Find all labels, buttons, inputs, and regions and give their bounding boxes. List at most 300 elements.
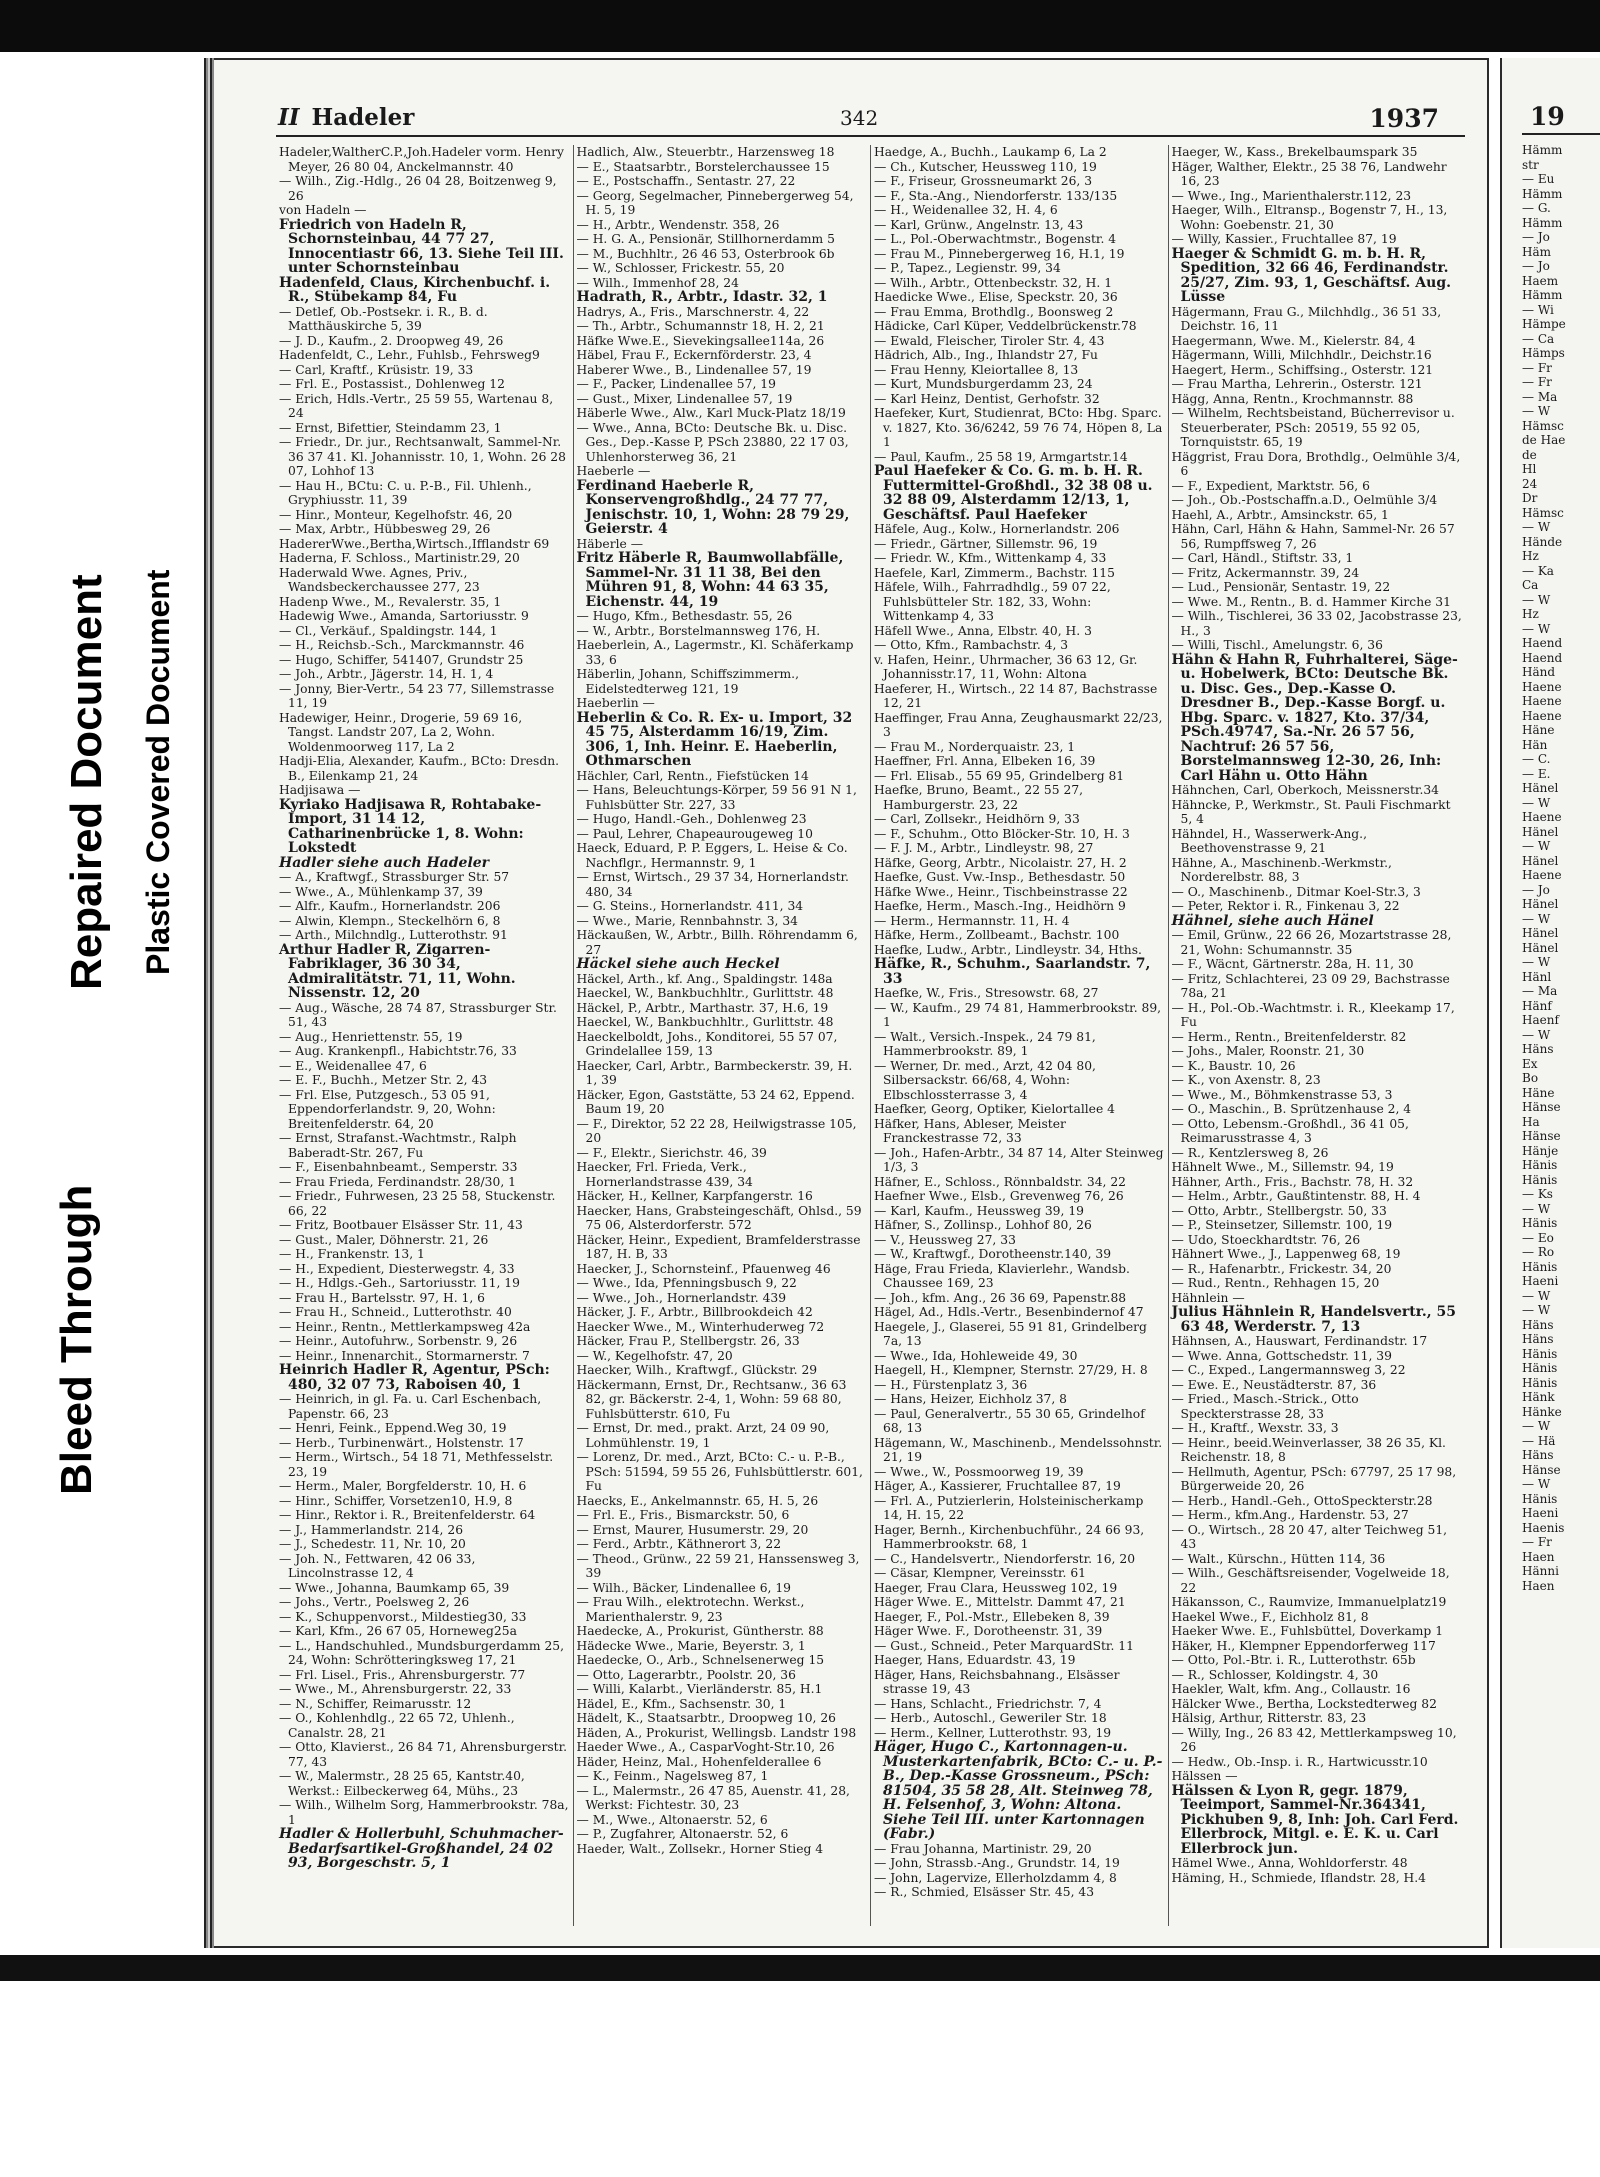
directory-entry: — H., Frankenstr. 13, 1 (279, 1247, 425, 1261)
adjacent-page-fragment: — Ka (1522, 563, 1554, 578)
adjacent-page-fragment: Hänl (1522, 969, 1552, 984)
directory-entry: — Otto, Pol.-Btr. i. R., Lutterothstr. 65b (1171, 1653, 1416, 1667)
directory-entry: Häckel, Arth., kf. Ang., Spaldingstr. 148a (576, 971, 833, 986)
directory-entry: — Willi, Kalarbt., Vierländerstr. 85, H.1 (576, 1682, 823, 1696)
adjacent-page-fragment: Hänse (1522, 1100, 1561, 1114)
adjacent-page-fragment: Hämm (1522, 186, 1563, 201)
directory-entry: — Joh., Ob.-Postschaffn.a.D., Oelmühle 3/4 (1171, 493, 1438, 507)
directory-entry: — Frl. Elisab., 55 69 95, Grindelberg 81 (874, 768, 1125, 783)
directory-entry: — Wwe. M., Rentn., B. d. Hammer Kirche 31 (1171, 594, 1451, 609)
page-binding-edge (204, 58, 214, 1948)
adjacent-page-fragment: Haene (1522, 708, 1562, 723)
adjacent-page-fragment: Häns (1522, 1332, 1554, 1346)
directory-entry: Häbel, Frau F., Eckernförderstr. 23, 4 (576, 348, 812, 362)
directory-entry: — Wwe., Marie, Rennbahnstr. 3, 34 (576, 913, 799, 928)
directory-page (204, 58, 1489, 1948)
directory-entry: — Willy, Kassier., Fruchtallee 87, 19 (1171, 232, 1397, 246)
directory-entry: — R., Kentzlersweg 8, 26 (1171, 1145, 1329, 1160)
directory-entry: — Peter, Rektor i. R., Finkenau 3, 22 (1171, 899, 1400, 913)
directory-entry: — A., Kraftwgf., Strassburger Str. 57 (279, 870, 510, 884)
adjacent-page-fragment: Händ (1522, 665, 1556, 679)
directory-entry: — Wilh., Bäcker, Lindenallee 6, 19 (576, 1580, 792, 1595)
directory-entry: — F., Wäcnt, Gärtnerstr. 28a, H. 11, 30 (1171, 957, 1414, 971)
directory-entry: Haefke, Ludw., Arbtr., Lindleystr. 34, Hths. (874, 942, 1142, 957)
directory-entry: — Rud., Rentn., Rehhagen 15, 20 (1171, 1276, 1380, 1290)
adjacent-page-fragment: — W (1522, 520, 1551, 534)
directory-entry: — O., Maschin., B. Sprützenhause 2, 4 (1171, 1102, 1412, 1116)
directory-entry: — Fritz, Schlachterei, 23 09 29, Bachstrasse 78a, 21 (1171, 971, 1450, 1000)
directory-entry: — Wwe., Ida, Pfenningsbusch 9, 22 (576, 1276, 797, 1290)
directory-entry: Heberlin & Co. R. Ex- u. Import, 32 45 75, Alsterdamm 16/19, Zim. 306, 1, Inh. Heinr. E. Haeberlin, Othmarschen (576, 709, 853, 769)
directory-entry: — W., Kraftwgf., Dorotheenstr.140, 39 (874, 1247, 1112, 1261)
directory-entry: — F., Elektr., Sierichstr. 46, 39 (576, 1145, 767, 1160)
adjacent-page-fragment: Haem (1522, 273, 1559, 288)
adjacent-page-fragment: Häns (1522, 1317, 1554, 1332)
directory-entry: Hadler siehe auch Hadeler (279, 854, 490, 871)
directory-entry: — Ewald, Fleischer, Tiroler Str. 4, 43 (874, 333, 1105, 348)
directory-entry: Haedecke, O., Arb., Schnelsenerweg 15 (576, 1653, 825, 1667)
directory-entry: — Paul, Lehrer, Chapeaurougeweg 10 (576, 826, 813, 841)
directory-entry: — Wwe., M., Ahrensburgerstr. 22, 33 (279, 1682, 512, 1696)
adjacent-page-fragment: — W (1522, 1201, 1551, 1216)
directory-entry: — Ewe. E., Neustädterstr. 87, 36 (1171, 1377, 1377, 1392)
directory-entry: Hadrath, R., Arbtr., Idastr. 32, 1 (576, 289, 828, 305)
directory-entry: — H., Kraftf., Wexstr. 33, 3 (1171, 1421, 1339, 1435)
directory-entry: Haegell, H., Klempner, Sternstr. 27/29, H. 8 (874, 1363, 1148, 1377)
adjacent-page-fragment: Hämm (1522, 288, 1563, 302)
directory-entry: — Frau M., Norderquaistr. 23, 1 (874, 739, 1076, 754)
adjacent-page-fragment: Hänis (1522, 1172, 1558, 1187)
directory-entry: — Herm., Wirtsch., 54 18 71, Methfesselstr. 23, 19 (279, 1450, 554, 1479)
adjacent-page-fragment: Haen (1522, 1578, 1555, 1593)
adjacent-page-fragment: — W (1522, 795, 1551, 810)
directory-entry: Häge, Frau Frieda, Klavierlehr., Wandsb. Chaussee 169, 23 (874, 1261, 1130, 1290)
adjacent-page-fragment: Ex (1522, 1056, 1538, 1071)
directory-entry: — Karl Heinz, Dentist, Gerhofstr. 32 (874, 391, 1100, 406)
adjacent-page-fragment: Hänis (1522, 1346, 1558, 1361)
directory-entry: — Wwe., Johanna, Baumkamp 65, 39 (279, 1580, 510, 1595)
directory-entry: — Paul, Kaufm., 25 58 19, Armgartstr.14 (874, 449, 1128, 464)
directory-entry: — Jonny, Bier-Vertr., 54 23 77, Sillemstrasse 11, 19 (279, 681, 555, 710)
directory-entry: Haehl, A., Arbtr., Amsinckstr. 65, 1 (1171, 507, 1389, 522)
adjacent-page-fragment: Hämm (1522, 143, 1563, 157)
directory-entry: — Wwe., Ing., Marienthalerstr.112, 23 (1171, 188, 1412, 203)
adjacent-page-fragment: — Eu (1522, 172, 1555, 186)
directory-entry: Hadji-Elia, Alexander, Kaufm., BCto: Dresdn. B., Eilenkamp 21, 24 (279, 754, 560, 783)
directory-entry: Haeger, Frau Clara, Heussweg 102, 19 (874, 1580, 1118, 1595)
directory-entry: — Henri, Feink., Eppend.Weg 30, 19 (279, 1421, 507, 1435)
directory-entry: Häfker, Hans, Ableser, Meister Franckestrasse 72, 33 (874, 1116, 1066, 1145)
directory-entry: Hähn & Hahn R, Fuhrhalterei, Säge- u. Hobelwerk, BCto: Deutsche Bk. u. Disc. Ges., Dep.-Kasse O. Dresdner B., Dep.-Kasse Borgf. u. Hbg. Sparc. v. 1827, Kto. 37/34, PSch.49747, Sa.-Nr. 26 57 56, Nachtruf: 26 57 56, Borstelmannsweg 12-30, 26, Inh: Carl Hähn u. Otto Hähn (1171, 651, 1458, 784)
directory-entry: Häcker, Frau P., Stellbergstr. 26, 33 (576, 1334, 800, 1348)
directory-entry: — J., Hammerlandstr. 214, 26 (279, 1522, 464, 1537)
directory-entry: — Wwe. Anna, Gottschedstr. 11, 39 (1171, 1348, 1392, 1363)
directory-entry: — Alwin, Klempn., Steckelhörn 6, 8 (279, 913, 501, 928)
directory-entry: — Ch., Kutscher, Heussweg 110, 19 (874, 159, 1097, 174)
page-header-title (278, 104, 414, 131)
directory-entry: — Frau Frieda, Ferdinandstr. 28/30, 1 (279, 1174, 516, 1189)
adjacent-page-fragment: Haene (1522, 694, 1562, 708)
directory-entry: Haecker Wwe., M., Winterhuderweg 72 (576, 1319, 825, 1334)
adjacent-page-fragment: Häm (1522, 244, 1551, 259)
adjacent-page-fragment: Hän (1522, 737, 1548, 752)
header-name: Hadeler (311, 104, 415, 131)
adjacent-page-fragment: — E. (1522, 766, 1551, 781)
directory-entry: — Hugo, Kfm., Bethesdastr. 55, 26 (576, 609, 793, 623)
directory-entry: Haeger, Wilh., Eltransp., Bogenstr 7, H., 13, Wohn: Goebenstr. 21, 30 (1171, 203, 1448, 232)
directory-entry: Häcker, Egon, Gaststätte, 53 24 62, Eppend. Baum 19, 20 (576, 1087, 855, 1116)
header-rule (276, 135, 1465, 137)
directory-entry: Hächler, Carl, Rentn., Fiefstücken 14 (576, 768, 809, 783)
column-1 (276, 145, 573, 1926)
adjacent-page-fragment: — Ma (1522, 389, 1558, 404)
directory-entry: — G. Steins., Hornerlandstr. 411, 34 (576, 899, 804, 913)
directory-entry: Häder, Heinz, Mal., Hohenfelderallee 6 (576, 1754, 822, 1769)
directory-entry: Häkansson, C., Raumvize, Immanuelplatz19 (1171, 1595, 1447, 1609)
directory-entry: Hadenfeldt, C., Lehr., Fuhlsb., Fehrsweg9 (279, 348, 540, 362)
adjacent-page-fragment: — Jo (1522, 230, 1550, 244)
directory-entry: — F. J. M., Arbtr., Lindleystr. 98, 27 (874, 841, 1094, 855)
adjacent-page-fragment: Hz (1522, 607, 1539, 621)
adjacent-page-fragment: — Ro (1522, 1245, 1555, 1259)
directory-entry: — Joh., Arbtr., Jägerstr. 14, H. 1, 4 (279, 667, 494, 681)
directory-entry: — C., Exped., Langermannsweg 3, 22 (1171, 1363, 1406, 1377)
directory-entry: Hadrys, A., Fris., Marschnerstr. 4, 22 (576, 304, 810, 319)
directory-entry: Haedecke, A., Prokurist, Güntherstr. 88 (576, 1624, 824, 1638)
directory-entry: Häberlin, Johann, Schiffszimmerm., Eidelstedterweg 121, 19 (576, 667, 800, 696)
directory-entry: — Ferd., Arbtr., Käthnerort 3, 22 (576, 1537, 782, 1551)
directory-entry: Häckel siehe auch Heckel (576, 956, 780, 972)
directory-entry: — Frau H., Schneid., Lutterothstr. 40 (279, 1305, 512, 1319)
adjacent-page-fragment: Häne (1522, 723, 1555, 737)
adjacent-page-fragment: Hänel (1522, 781, 1559, 795)
directory-entry: — Frl. Lisel., Fris., Ahrensburgerstr. 77 (279, 1667, 526, 1682)
directory-entry: Hägg, Anna, Rentn., Krochmannstr. 88 (1171, 391, 1414, 406)
directory-entry: — F., Friseur, Grossneumarkt 26, 3 (874, 174, 1093, 188)
directory-entry: — Hugo, Handl.-Geh., Dohlenweg 23 (576, 812, 807, 826)
directory-entry: Haefner Wwe., Elsb., Grevenweg 76, 26 (874, 1189, 1124, 1203)
directory-entry: Haecks, E., Ankelmannstr. 65, H. 5, 26 (576, 1493, 819, 1508)
directory-entry: Häfner, S., Zollinsp., Lohhof 80, 26 (874, 1218, 1092, 1232)
directory-entry: — Willi, Tischl., Amelungstr. 6, 36 (1171, 638, 1383, 652)
directory-entry: Häberle — (576, 536, 643, 551)
directory-entry: Haeker Wwe. E., Fuhlsbüttel, Doverkamp 1 (1171, 1624, 1444, 1638)
directory-entry: — Herb., Autoschl., Geweriler Str. 18 (874, 1711, 1107, 1725)
directory-entry: — Karl, Kaufm., Heussweg 39, 19 (874, 1203, 1084, 1218)
directory-entry: — Wwe., Ida, Hohleweide 49, 30 (874, 1348, 1078, 1363)
directory-entry: Hager, Bernh., Kirchenbuchführ., 24 66 93, Hammerbrookstr. 68, 1 (874, 1522, 1145, 1551)
adjacent-page-fragment: — W (1522, 1288, 1551, 1303)
directory-entry: — E. F., Buchh., Metzer Str. 2, 43 (279, 1073, 488, 1087)
directory-entry: — O., Maschinenb., Ditmar Koel-Str.3, 3 (1171, 884, 1421, 899)
directory-entry: — Max, Arbtr., Hübbesweg 29, 26 (279, 522, 491, 536)
directory-entry: — W., Schlosser, Frickestr. 55, 20 (576, 261, 785, 275)
adjacent-page-fragment: Hl (1522, 462, 1537, 476)
directory-entry: v. Hafen, Heinr., Uhrmacher, 36 63 12, Gr. Johannisstr.17, 11, Wohn: Altona (874, 652, 1138, 681)
directory-entry: HadererWwe.,Bertha,Wirtsch.,Ifflandstr 69 (279, 536, 550, 551)
directory-entry: — Otto, Klavierst., 26 84 71, Ahrensburgerstr. 77, 43 (279, 1740, 568, 1769)
directory-entry: — Gust., Schneid., Peter MarquardStr. 11 (874, 1638, 1134, 1653)
adjacent-page-fragment: Hänis (1522, 1491, 1558, 1506)
directory-entry: Hadler & Hollerbuhl, Schuhmacher-Bedarfsartikel-Großhandel, 24 02 93, Borgeschstr. 5, 1 (279, 1826, 564, 1871)
directory-entry: Häfke, Georg, Arbtr., Nicolaistr. 27, H. 2 (874, 855, 1127, 870)
directory-entry: — F., Sta.-Ang., Niendorferstr. 133/135 (874, 188, 1118, 203)
directory-entry: Hädel, E., Kfm., Sachsenstr. 30, 1 (576, 1696, 787, 1711)
adjacent-page-fragment: — W (1522, 1419, 1551, 1433)
adjacent-page-fragment: Hz (1522, 549, 1539, 563)
adjacent-page-fragment: Hänel (1522, 897, 1559, 911)
directory-entry: — Friedr., Gärtner, Sillemstr. 96, 19 (874, 536, 1098, 551)
directory-entry: — Carl, Kraftf., Krüsistr. 19, 33 (279, 362, 474, 377)
directory-entry: — Herm., kfm.Ang., Hardenstr. 53, 27 (1171, 1508, 1409, 1522)
directory-entry: — John, Strassb.-Ang., Grundstr. 14, 19 (874, 1856, 1120, 1870)
adjacent-page-fragment: Ca (1522, 578, 1539, 592)
directory-entry: — K., von Axenstr. 8, 23 (1171, 1073, 1321, 1087)
directory-entry: — E., Postschaffn., Sentastr. 27, 22 (576, 174, 796, 188)
directory-entry: — O., Kohlenhdlg., 22 65 72, Uhlenh., Canalstr. 28, 21 (279, 1711, 515, 1740)
directory-entry: — John, Lagervize, Ellerholzdamm 4, 8 (874, 1870, 1117, 1885)
directory-entry: — P., Tapez., Legienstr. 99, 34 (874, 261, 1061, 275)
directory-entry: Haecker, Wilh., Kraftwgf., Glückstr. 29 (576, 1363, 818, 1377)
directory-entry: — Herb., Handl.-Geh., OttoSpeckterstr.28 (1171, 1493, 1433, 1508)
directory-entry: Haecker, Hans, Grabsteingeschäft, Ohlsd., 59 75 06, Alsterdorferstr. 572 (576, 1203, 862, 1232)
adjacent-page-fragment: — W (1522, 404, 1551, 418)
adjacent-page-fragment: Haenf (1522, 1013, 1559, 1027)
adjacent-page-fragment: Hänis (1522, 1361, 1558, 1375)
directory-entry: Haeberlin — (576, 696, 655, 710)
adjacent-page-fragment: — Jo (1522, 259, 1550, 273)
directory-entry: — P., Zugfahrer, Altonaerstr. 52, 6 (576, 1827, 789, 1841)
adjacent-page-fragment: Häne (1522, 1085, 1555, 1100)
directory-entry: Hämel Wwe., Anna, Wohldorferstr. 48 (1171, 1856, 1408, 1870)
directory-entry: — Hellmuth, Agentur, PSch: 67797, 25 17 98, Bürgerweide 20, 26 (1171, 1464, 1457, 1493)
directory-entry: Fritz Häberle R, Baumwollabfälle, Sammel-Nr. 31 11 38, Bei den Mühren 91, 8, Wohn: 44 63 35, Eichenstr. 44, 19 (576, 550, 844, 610)
directory-entry: Hähncke, P., Werkmstr., St. Pauli Fischmarkt 5, 4 (1171, 797, 1451, 826)
directory-entry: Hähnelt Wwe., M., Sillemstr. 94, 19 (1171, 1160, 1394, 1174)
directory-entry: — Ernst, Maurer, Husumerstr. 29, 20 (576, 1522, 809, 1537)
directory-entry: — Wwe., Joh., Hornerlandstr. 439 (576, 1290, 787, 1305)
directory-entry: Hähn, Carl, Hähn & Hahn, Sammel-Nr. 26 57 56, Rumpffsweg 7, 26 (1171, 522, 1455, 551)
directory-entry: Hadewig Wwe., Amanda, Sartoriusstr. 9 (279, 609, 529, 623)
directory-entry: — Frau Henny, Kleiortallee 8, 13 (874, 362, 1079, 377)
scan-top-border (0, 0, 1600, 52)
directory-entry: — F., Direktor, 52 22 28, Heilwigstrasse 105, 20 (576, 1116, 857, 1145)
directory-entry: — Herm., Rentn., Breitenfelderstr. 82 (1171, 1029, 1407, 1044)
directory-entry: Haeger, W., Kass., Brekelbaumspark 35 (1171, 145, 1418, 159)
column-2 (573, 145, 871, 1926)
directory-entry: Häcker, Heinr., Expedient, Bramfelderstrasse 187, H. B, 33 (576, 1232, 861, 1261)
directory-entry: Hädelt, K., Staatsarbtr., Droopweg 10, 26 (576, 1711, 836, 1725)
directory-entry: Häggrist, Frau Dora, Brothdlg., Oelmühle 3/4, 6 (1171, 449, 1461, 478)
directory-entry: — Aug. Krankenpfl., Habichtstr.76, 33 (279, 1044, 517, 1058)
directory-entry: — J., Schedestr. 11, Nr. 10, 20 (279, 1537, 466, 1551)
directory-entry: — H., Weidenallee 32, H. 4, 6 (874, 203, 1058, 217)
directory-entry: — Kurt, Mundsburgerdamm 23, 24 (874, 377, 1093, 391)
directory-entry: Hähne, A., Maschinenb.-Werkmstr., Norderelbstr. 88, 3 (1171, 855, 1392, 884)
directory-entry: Haderna, F. Schloss., Martinistr.29, 20 (279, 551, 520, 565)
directory-entry: — Ernst, Wirtsch., 29 37 34, Hornerlandstr. 480, 34 (576, 870, 849, 899)
directory-entry: — P., Steinsetzer, Sillemstr. 100, 19 (1171, 1218, 1393, 1232)
adjacent-page-fragment: — W (1522, 1477, 1551, 1491)
directory-entry: Häfke Wwe.E., Sievekingsallee114a, 26 (576, 333, 825, 348)
directory-entry: — F., Schuhm., Otto Blöcker-Str. 10, H. 3 (874, 826, 1130, 841)
directory-entry: Haeberlein, A., Lagermstr., Kl. Schäferkamp 33, 6 (576, 638, 854, 667)
directory-entry: Kyriako Hadjisawa R, Rohtabake-Import, 31 14 12, Catharinenbrücke 1, 8. Wohn: Lokstedt (279, 796, 542, 856)
adjacent-page-fragment: — W (1522, 592, 1551, 607)
adjacent-page-fragment: — Fr (1522, 375, 1552, 389)
directory-entry: Haedge, A., Buchh., Laukamp 6, La 2 (874, 145, 1107, 159)
directory-entry: — Fritz, Ackermannstr. 39, 24 (1171, 565, 1360, 580)
directory-entry: — Ernst, Strafanst.-Wachtmstr., Ralph Baberadt-Str. 267, Fu (279, 1131, 517, 1160)
adjacent-page-fragment: Hänse (1522, 1462, 1561, 1477)
directory-entry: Haeckel, W., Bankbuchhltr., Gurlittstr. 48 (576, 986, 834, 1000)
directory-entry: — Johs., Maler, Roonstr. 21, 30 (1171, 1044, 1365, 1058)
directory-entry: — Frau Wilh., elektrotechn. Werkst., Marienthalerstr. 9, 23 (576, 1595, 805, 1624)
adjacent-page-fragment: — Eo (1522, 1230, 1554, 1245)
directory-entry: Haeferer, H., Wirtsch., 22 14 87, Bachstrasse 12, 21 (874, 681, 1158, 710)
directory-entry: Hälsig, Arthur, Ritterstr. 83, 23 (1171, 1711, 1367, 1725)
adjacent-page-fragment: Hänel (1522, 926, 1559, 940)
directory-entry: — Otto, Kfm., Rambachstr. 4, 3 (874, 638, 1069, 652)
directory-entry: Ferdinand Haeberle R, Konservengroßhdlg., 24 77 77, Jenischstr. 10, 1, Wohn: 28 79 29, Geierstr. 4 (576, 477, 850, 537)
directory-entry: Haeger & Schmidt G. m. b. H. R, Spedition, 32 66 46, Ferdinandstr. 25/27, Zim. 93, 1, Geschäftsf. Aug. Lüsse (1171, 245, 1452, 305)
directory-entry: Hadenp Wwe., M., Revalerstr. 35, 1 (279, 594, 502, 609)
directory-entry: Häberle Wwe., Alw., Karl Muck-Platz 18/19 (576, 406, 846, 420)
directory-entry: Hähner, Arth., Fris., Bachstr. 78, H. 32 (1171, 1174, 1414, 1189)
directory-entry: — Georg, Segelmacher, Pinnebergerweg 54, H. 5, 19 (576, 188, 854, 217)
directory-entry: — Udo, Stoeckhardtstr. 76, 26 (1171, 1232, 1361, 1247)
directory-entry: — W., Arbtr., Borstelmannsweg 176, H. (576, 623, 821, 638)
directory-entry: — H. G. A., Pensionär, Stillhornerdamm 5 (576, 232, 835, 246)
directory-entry: Häfke, R., Schuhm., Saarlandstr. 7, 33 (874, 956, 1151, 987)
directory-entry: — Hinr., Monteur, Kegelhofstr. 46, 20 (279, 507, 513, 522)
directory-entry: Häger, Hugo C., Kartonnagen-u. Musterkartenfabrik, BCto: C.- u. P.-B., Dep.-Kasse Grossneum., PSch: 81504, 35 58 28, Alt. Steinweg 78, H. Felsenhof, 3, Wohn: Altona. Siehe Teil III. unter Kartonnagen (Fabr.) (874, 1739, 1163, 1842)
directory-entry: Hähnsen, A., Hauswart, Ferdinandstr. 17 (1171, 1334, 1428, 1348)
directory-entry: Häcker, J. F., Arbtr., Billbrookdeich 42 (576, 1305, 813, 1319)
adjacent-page (1500, 58, 1600, 1948)
adjacent-page-fragment: Haeni (1522, 1506, 1559, 1520)
directory-entry: — Hinr., Rektor i. R., Breitenfelderstr. 64 (279, 1508, 536, 1522)
directory-entry: — H., Arbtr., Wendenstr. 358, 26 (576, 217, 780, 232)
directory-entry: — H., Expedient, Diesterwegstr. 4, 33 (279, 1261, 515, 1276)
directory-entry: — Hedw., Ob.-Insp. i. R., Hartwicusstr.10 (1171, 1754, 1428, 1769)
adjacent-page-fragment: Hänse (1522, 1129, 1561, 1143)
directory-entry: — R., Hafenarbtr., Frickestr. 34, 20 (1171, 1261, 1392, 1276)
adjacent-page-fragment: — Fr (1522, 360, 1552, 375)
adjacent-page-fragment: Haenis (1522, 1520, 1565, 1535)
directory-entry: — C., Handelsvertr., Niendorferstr. 16, 20 (874, 1551, 1136, 1566)
adjacent-page-fragment: Hänel (1522, 853, 1559, 868)
directory-entry: Haegele, J., Glaserei, 55 91 81, Grindelberg 7a, 13 (874, 1319, 1147, 1348)
directory-entry: — Heinr., Innenarchit., Stormarnerstr. 7 (279, 1348, 530, 1363)
directory-entry: Hälssen — (1171, 1769, 1238, 1783)
adjacent-page-fragment: Hämps (1522, 346, 1565, 360)
directory-entry: — K., Feinm., Nagelsweg 87, 1 (576, 1769, 769, 1783)
directory-entry: Hädecke Wwe., Marie, Beyerstr. 3, 1 (576, 1638, 806, 1653)
directory-entry: — Wwe., W., Possmoorweg 19, 39 (874, 1464, 1084, 1479)
directory-entry: — Wilh., Arbtr., Ottenbeckstr. 32, H. 1 (874, 275, 1113, 290)
directory-entry: Haekler, Walt, kfm. Ang., Collaustr. 16 (1171, 1682, 1411, 1696)
scan-bottom-border (0, 1955, 1600, 1981)
directory-entry: Häger Wwe. E., Mittelstr. Dammt 47, 21 (874, 1595, 1126, 1609)
directory-entry: — W., Malermstr., 28 25 65, Kantstr.40, Werkst.: Eilbeckerweg 64, Mühs., 23 (279, 1769, 525, 1798)
directory-entry: — Wilh., Immenhof 28, 24 (576, 275, 739, 290)
directory-entry: — Heinr., Autofuhrw., Sorbenstr. 9, 26 (279, 1334, 518, 1348)
adjacent-page-fragment: Hänni (1522, 1564, 1559, 1578)
directory-entry: — E., Weidenallee 47, 6 (279, 1058, 427, 1073)
directory-entry: Hadjisawa — (279, 783, 361, 797)
directory-entry: Haberer Wwe., B., Lindenallee 57, 19 (576, 362, 812, 377)
adjacent-page-fragment: Hände (1522, 534, 1563, 549)
adjacent-page-fragment: Hämsc (1522, 505, 1564, 520)
adjacent-page-fragment: Haen (1522, 1549, 1555, 1564)
directory-entry: — Hau H., BCtu: C. u. P.-B., Fil. Uhlenh., Gryphiusstr. 11, 39 (279, 478, 532, 507)
directory-entry: Häfele, Wilh., Fahrradhdlg., 59 07 22, Fuhlsbütteler Str. 182, 33, Wohn: Wittenkamp 4, 33 (874, 580, 1111, 623)
directory-entry: — H., Hdlgs.-Geh., Sartoriusstr. 11, 19 (279, 1276, 520, 1290)
directory-entry: — W., Kaufm., 29 74 81, Hammerbrookstr. 89, 1 (874, 1000, 1162, 1029)
directory-entry: — Wilh., Geschäftsreisender, Vogelweide 18, 22 (1171, 1566, 1450, 1595)
directory-entry: — Hinr., Schiffer, Vorsetzen10, H.9, 8 (279, 1493, 513, 1508)
directory-entry: Haegert, Herm., Schiffsing., Osterstr. 121 (1171, 362, 1434, 377)
directory-entry: Häger, Walther, Elektr., 25 38 76, Landwehr 16, 23 (1171, 159, 1447, 188)
adjacent-page-fragment: Dr (1522, 491, 1538, 505)
adjacent-page-fragment: — G. (1522, 201, 1551, 215)
directory-entry: Haeffinger, Frau Anna, Zeughausmarkt 22/23, 3 (874, 710, 1163, 739)
directory-entry: Haeger, F., Pol.-Mstr., Ellebeken 8, 39 (874, 1609, 1110, 1624)
directory-entry: Haeder, Walt., Zollsekr., Horner Stieg 4 (576, 1841, 824, 1856)
directory-entry: Hähnlein — (1171, 1290, 1245, 1305)
adjacent-page-fragment: Hänis (1522, 1375, 1558, 1390)
directory-entry: Häger, A., Kassierer, Fruchtallee 87, 19 (874, 1479, 1121, 1493)
directory-entry: — K., Schuppenvorst., Mildestieg30, 33 (279, 1609, 527, 1624)
directory-entry: — Lud., Pensionär, Sentastr. 19, 22 (1171, 580, 1391, 594)
directory-entry: — Frl. E., Fris., Bismarckstr. 50, 6 (576, 1508, 790, 1522)
directory-entry: Haefke, Gust. Vw.-Insp., Bethesdastr. 50 (874, 870, 1126, 884)
directory-entry: — Wwe., Anna, BCto: Deutsche Bk. u. Disc. Ges., Dep.-Kasse P, PSch 23880, 22 17 03, Uhlenhorsterweg 36, 21 (576, 420, 849, 464)
adjacent-page-fragment: Haene (1522, 868, 1562, 882)
directory-entry: Haefke, Bruno, Beamt., 22 55 27, Hamburgerstr. 23, 22 (874, 783, 1084, 812)
directory-entry: Haecker, Frl. Frieda, Verk., Hornerlandstrasse 439, 34 (576, 1160, 753, 1189)
directory-entry: Häden, A., Prokurist, Wellingsb. Landstr 198 (576, 1725, 857, 1740)
directory-entry: Haeffner, Frl. Anna, Elbeken 16, 39 (874, 754, 1096, 768)
adjacent-page-fragment: Hänis (1522, 1216, 1558, 1230)
directory-entry: — K., Baustr. 10, 26 (1171, 1058, 1296, 1073)
adjacent-page-fragment: Haend (1522, 636, 1563, 650)
directory-entry: Hägermann, Willi, Milchhdlr., Deichstr.16 (1171, 348, 1432, 362)
directory-entry: — Otto, Arbtr., Stellbergstr. 50, 33 (1171, 1203, 1387, 1218)
directory-entry: — Theod., Grünw., 22 59 21, Hanssensweg 3, 39 (576, 1551, 860, 1580)
directory-entry: — Detlef, Ob.-Postsekr. i. R., B. d. Matthäuskirche 5, 39 (279, 304, 488, 333)
directory-entry: — Herm., Hermannstr. 11, H. 4 (874, 913, 1070, 928)
adjacent-page-fragment: — W (1522, 1303, 1551, 1317)
adjacent-page-fragment: Hänje (1522, 1143, 1559, 1158)
directory-entry: — M., Buchhltr., 26 46 53, Osterbrook 6b (576, 246, 835, 261)
directory-entry: — Herm., Kellner, Lutterothstr. 93, 19 (874, 1725, 1112, 1740)
page-number: 342 (840, 106, 879, 130)
directory-entry: Haderwald Wwe. Agnes, Priv., Wandsbeckerchaussee 277, 23 (279, 565, 480, 594)
adjacent-page-fragment: Haene (1522, 679, 1562, 694)
directory-entry: Hägemann, W., Maschinenb., Mendelssohnstr. 21, 19 (874, 1435, 1163, 1464)
directory-entry: — F., Expedient, Marktstr. 56, 6 (1171, 478, 1370, 493)
directory-entry: — Frau Emma, Brothdlg., Boonsweg 2 (874, 304, 1114, 319)
directory-entry: — M., Wwe., Altonaerstr. 52, 6 (576, 1812, 768, 1827)
directory-entry: — Alfr., Kaufm., Hornerlandstr. 206 (279, 899, 501, 913)
column-4 (1168, 145, 1466, 1926)
adjacent-page-fragment: — Wi (1522, 302, 1554, 317)
directory-entry: — H., Reichsb.-Sch., Marckmannstr. 46 (279, 638, 525, 652)
directory-entry: Hähndel, H., Wasserwerk-Ang., Beethovenstrasse 9, 21 (1171, 826, 1367, 855)
directory-entry: Hähnel, siehe auch Hänel (1171, 912, 1374, 929)
